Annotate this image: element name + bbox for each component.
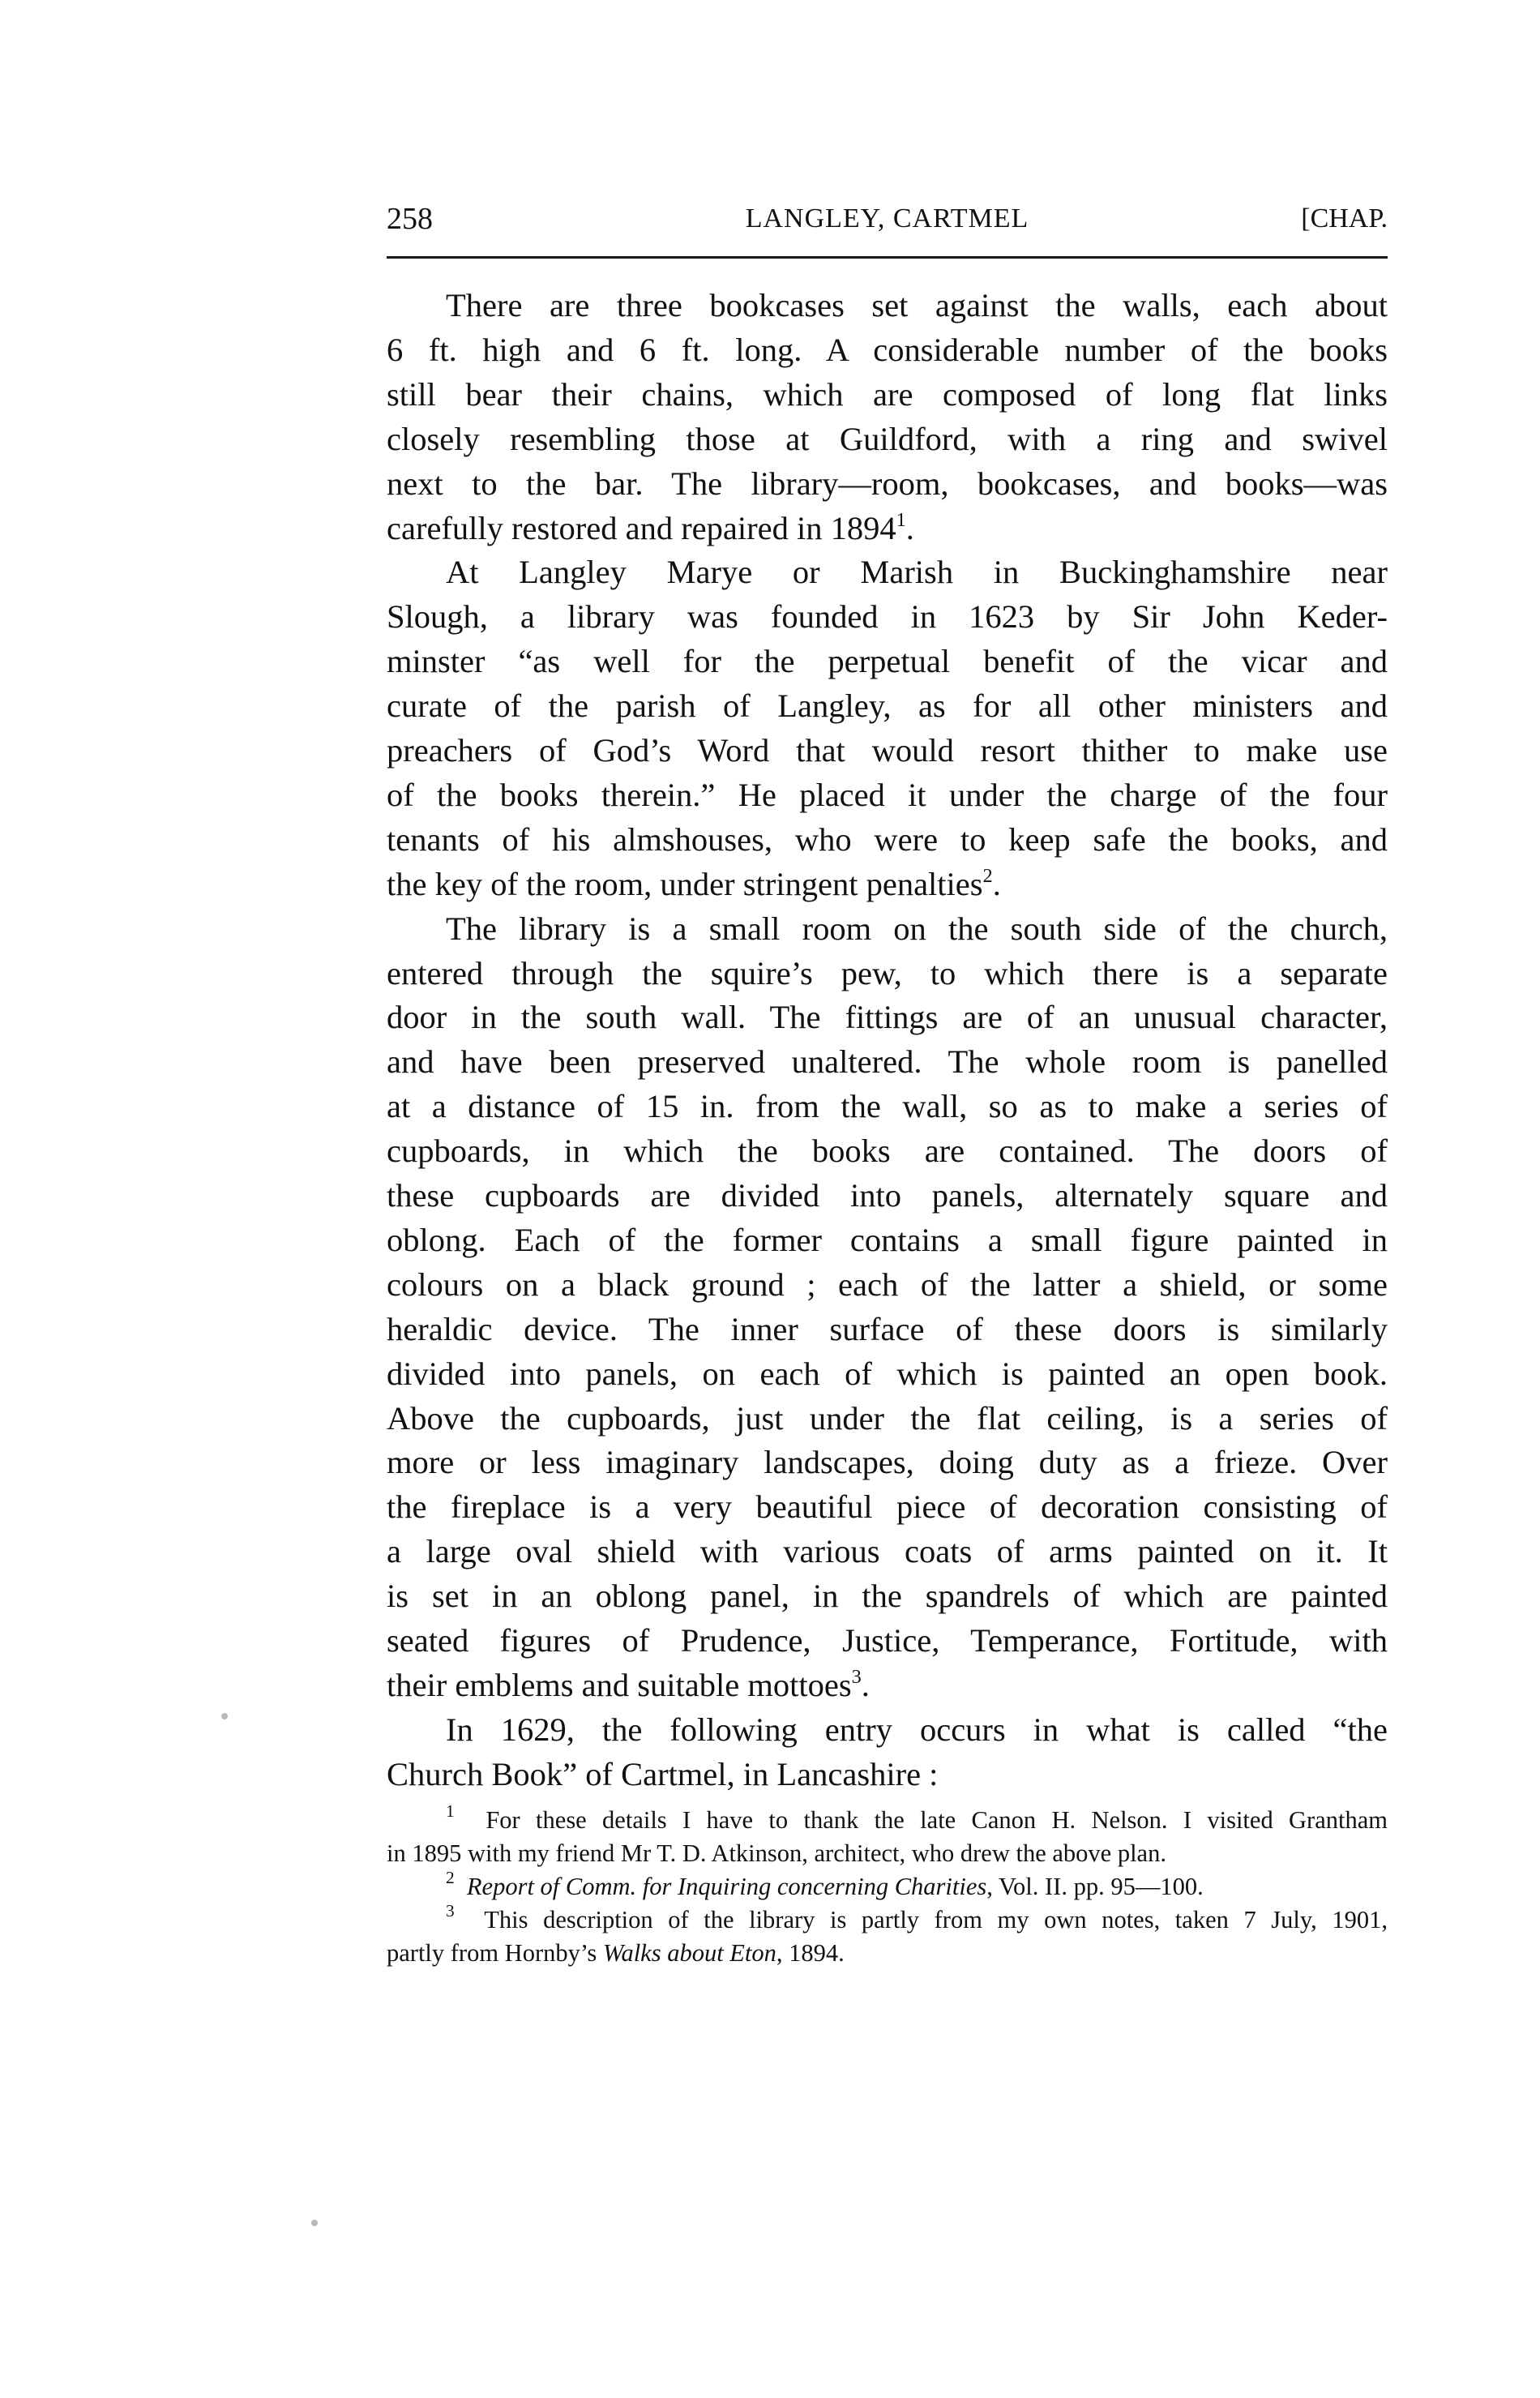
line-text: preachers of God’s Word that would resort thither to make use xyxy=(387,732,1388,769)
footnote-ref[interactable]: 3 xyxy=(851,1666,862,1689)
line-text: The library is a small room on the south side of the church, xyxy=(446,910,1388,947)
text-line xyxy=(387,996,1388,1039)
text-line xyxy=(387,818,1388,862)
footnote-number: 1 xyxy=(446,1801,455,1822)
line-text: At Langley Marye or Marish in Buckinghamshire near xyxy=(446,554,1388,591)
footnote-text: in 1895 with my friend Mr T. D. Atkinson, architect, who drew the above plan. xyxy=(387,1839,1166,1867)
header-rule xyxy=(387,256,1388,259)
text-line xyxy=(387,1485,1388,1529)
text-line xyxy=(387,328,1388,372)
line-text: the key of the room, under stringent penalties xyxy=(387,865,983,902)
line-text: door in the south wall. The fittings are of an unusual character, xyxy=(387,999,1388,1036)
line-text: and have been preserved unaltered. The whole room is panelled xyxy=(387,1043,1388,1081)
footnote-ref[interactable]: 1 xyxy=(896,508,906,531)
text-line xyxy=(387,1619,1388,1663)
line-text: Slough, a library was founded in 1623 by Sir John Keder- xyxy=(387,598,1388,636)
text-line xyxy=(387,907,1388,951)
text-line xyxy=(387,1263,1388,1307)
line-text: seated figures of Prudence, Justice, Temperance, Fortitude, with xyxy=(387,1622,1388,1659)
line-text: heraldic device. The inner surface of these doors is similarly xyxy=(387,1310,1388,1347)
line-text: of the books therein.” He placed it under the charge of the four xyxy=(387,776,1388,813)
scan-speck xyxy=(311,2220,318,2226)
text-line xyxy=(387,1708,1388,1752)
text-line xyxy=(387,1218,1388,1262)
line-text: minster “as well for the perpetual benefit of the vicar and xyxy=(387,643,1388,680)
line-text: 6 ft. high and 6 ft. long. A considerable number of the books xyxy=(387,331,1388,368)
text-line xyxy=(387,1174,1388,1218)
line-text: a large oval shield with various coats of arms painted on it. It xyxy=(387,1533,1388,1570)
line-text: cupboards, in which the books are contained. The doors of xyxy=(387,1133,1388,1170)
line-end-punct: . xyxy=(905,509,914,546)
line-text: still bear their chains, which are composed of long flat links xyxy=(387,375,1388,413)
text-line xyxy=(387,1308,1388,1351)
line-text: curate of the parish of Langley, as for all other ministers and xyxy=(387,687,1388,725)
line-end-punct: . xyxy=(992,865,1001,902)
text-line xyxy=(387,729,1388,773)
line-text: Church Book” of Cartmel, in Lancashire : xyxy=(387,1755,939,1792)
footnote-citation-title: Report of Comm. for Inquiring concerning Charities xyxy=(466,1873,987,1900)
text-line xyxy=(387,1753,1388,1796)
footnote-text: partly from Hornby’s xyxy=(387,1939,603,1967)
line-text: entered through the squire’s pew, to which there is a separate xyxy=(387,954,1388,991)
text-line xyxy=(387,418,1388,461)
page-number: 258 xyxy=(387,202,433,236)
text-line xyxy=(387,1129,1388,1173)
footnote-line xyxy=(387,1837,1388,1869)
text-line xyxy=(387,1397,1388,1441)
text-line xyxy=(387,462,1388,506)
footnote-number: 2 xyxy=(446,1868,455,1888)
footnote-line xyxy=(387,1801,1388,1836)
line-end-punct: . xyxy=(861,1666,870,1703)
footnote-text: This description of the library is partly from my own notes, taken 7 July, 1901, xyxy=(454,1906,1388,1933)
text-line xyxy=(387,284,1388,328)
text-line xyxy=(387,1664,1388,1707)
footnote-text: , 1894. xyxy=(776,1939,845,1967)
text-line xyxy=(387,1530,1388,1574)
footnote-line xyxy=(387,1870,1388,1903)
line-text: is set in an oblong panel, in the spandrels of which are painted xyxy=(387,1578,1388,1615)
line-text: There are three bookcases set against the walls, each about xyxy=(446,287,1388,323)
text-line xyxy=(387,773,1388,817)
chapter-marker: [CHAP. xyxy=(1301,203,1388,233)
running-head xyxy=(387,201,1388,237)
line-text: more or less imaginary landscapes, doing duty as a frieze. Over xyxy=(387,1444,1388,1481)
text-line xyxy=(387,1574,1388,1618)
line-text: In 1629, the following entry occurs in what is called “the xyxy=(446,1711,1388,1748)
text-line xyxy=(387,373,1388,417)
line-text: these cupboards are divided into panels, alternately square and xyxy=(387,1177,1388,1214)
footnote-space xyxy=(455,1873,467,1900)
line-text: the fireplace is a very beautiful piece of decoration consisting of xyxy=(387,1488,1388,1526)
line-text: closely resembling those at Guildford, with a ring and swivel xyxy=(387,420,1388,457)
line-text: next to the bar. The library—room, bookcases, and books—was xyxy=(387,465,1388,502)
text-line xyxy=(387,1085,1388,1128)
text-line xyxy=(387,684,1388,728)
line-text: tenants of his almshouses, who were to keep safe the books, and xyxy=(387,820,1388,858)
text-line xyxy=(387,952,1388,996)
footnote-line xyxy=(387,1937,1388,1969)
line-text: their emblems and suitable mottoes xyxy=(387,1666,852,1703)
footnote-text: , Vol. II. pp. 95—100. xyxy=(986,1873,1204,1900)
footnote-line xyxy=(387,1903,1388,1936)
text-line xyxy=(387,640,1388,683)
footnote-ref[interactable]: 2 xyxy=(982,864,993,887)
line-text: oblong. Each of the former contains a small figure painted in xyxy=(387,1221,1388,1258)
text-line xyxy=(387,507,1388,550)
text-line xyxy=(387,595,1388,639)
scan-speck xyxy=(221,1713,228,1719)
line-text: colours on a black ground ; each of the latter a shield, or some xyxy=(387,1265,1388,1303)
line-text: at a distance of 15 in. from the wall, so as to make a series of xyxy=(387,1088,1388,1125)
line-text: carefully restored and repaired in 1894 xyxy=(387,509,896,546)
footnote-citation-title: Walks about Eton xyxy=(602,1939,776,1967)
text-line xyxy=(387,550,1388,594)
line-text: divided into panels, on each of which is painted an open book. xyxy=(387,1355,1388,1392)
footnote-number: 3 xyxy=(446,1901,455,1921)
line-text: Above the cupboards, just under the flat ceiling, is a series of xyxy=(387,1399,1388,1437)
running-title: LANGLEY, CARTMEL xyxy=(745,203,1029,233)
text-line xyxy=(387,1352,1388,1396)
text-line xyxy=(387,1040,1388,1084)
text-line xyxy=(387,1441,1388,1484)
footnote-text: For these details I have to thank the late Canon H. Nelson. I visited Grantham xyxy=(454,1806,1388,1834)
text-line xyxy=(387,863,1388,906)
